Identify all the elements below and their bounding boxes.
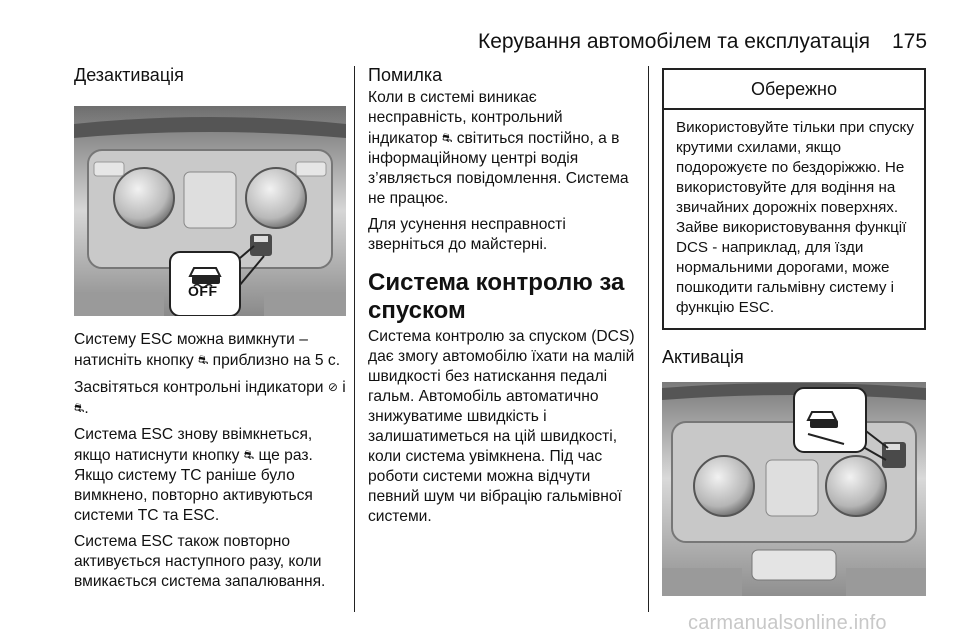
watermark: carmanualsonline.info	[688, 612, 887, 634]
column-1	[74, 60, 346, 592]
esc-off-indicator-icon: ⛐	[74, 401, 85, 415]
esc-off-button-icon: ⛐	[197, 353, 209, 367]
caution-title: Обережно	[664, 70, 924, 110]
deactivation-subheading: Дезактивація	[74, 65, 184, 85]
esc-off-button-icon: ⛐	[243, 448, 255, 462]
col1-paragraph-2: Засвітяться контрольні індикатори ⊘ і ⛐.	[74, 379, 346, 417]
page-number: 175	[892, 30, 928, 53]
tc-off-indicator-icon: ⊘	[327, 380, 338, 394]
col2-paragraph-3: Система контролю за спуском (DCS) дає змогу автомобілю їхати на малій швидкості без натискання педалі гальм. Автомобіль автоматично знижуватиме швидкість і залишатиметься на цій швидкості, коли система увімкнена. Під час роботи системи можна відчути певний шум чи вібрацію гальмівної системи.	[368, 328, 635, 525]
col1-paragraph-3: Система ESC знову ввімкнеться, якщо натиснути кнопку ⛐ ще раз. Якщо систему TC раніше було вимкнено, повторно активуються системи TC та ESC.	[74, 426, 313, 524]
caution-box	[662, 68, 926, 330]
caution-text: Використовуйте тільки при спуску крутими схилами, якщо подорожуєте по бездоріжжю. Не використовуйте для водіння на звичайних дорожніх поверхнях. Зайве використовування функції DCS - наприклад, для їзди нормальними дорогами, може пошкодити гальмівну систему і функцію ESC.	[676, 119, 914, 316]
esc-off-button-photo	[74, 106, 346, 316]
col1-paragraph-1: Систему ESC можна вимкнути – натисніть кнопку ⛐ приблизно на 5 с.	[74, 331, 341, 369]
activation-subheading: Активація	[662, 347, 744, 367]
col1-paragraph-4: Система ESC також повторно активується наступного разу, коли вмикається система запалювання.	[74, 533, 326, 590]
callout-off-label: OFF	[188, 283, 218, 299]
col2-paragraph-2: Для усунення несправності зверніться до майстерні.	[368, 216, 566, 253]
dashboard-illustration-dcs	[662, 382, 926, 596]
column-2	[368, 60, 636, 527]
column-3	[662, 60, 926, 596]
running-title: Керування автомобілем та експлуатація	[478, 30, 871, 53]
fault-subheading: Помилка	[368, 65, 443, 85]
dcs-heading: Система контролю за спуском	[368, 269, 625, 324]
page-header	[0, 0, 960, 60]
dcs-button-photo	[662, 382, 926, 596]
esc-indicator-icon: ⛐	[442, 131, 453, 145]
column-divider-2	[648, 66, 649, 612]
column-divider-1	[354, 66, 355, 612]
col2-paragraph-1: Коли в системі виникає несправність, контрольний індикатор ⛐ світиться постійно, а в інформаційному центрі водія з’являється повідомлення. Система не працює.	[368, 89, 629, 207]
